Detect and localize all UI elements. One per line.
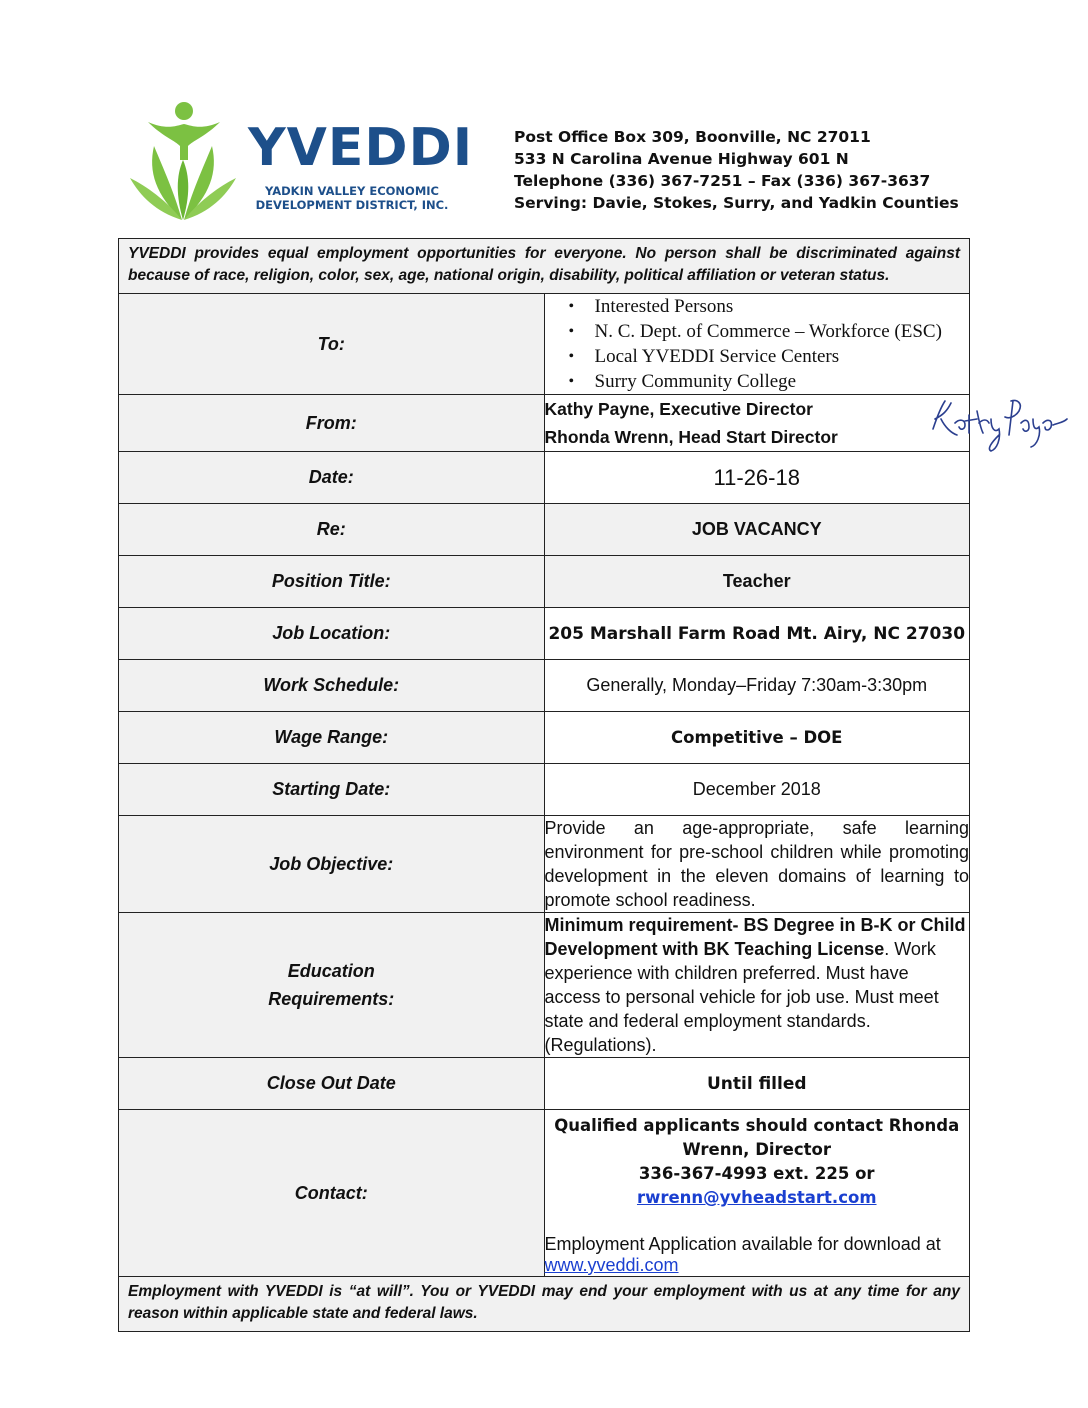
from-value: [544, 395, 970, 452]
from-label: From:: [119, 395, 545, 452]
phone-line: Telephone (336) 367-7251 – Fax (336) 367-3637: [514, 172, 931, 190]
from-names: [545, 395, 970, 451]
recipient-item: • Local YVEDDI Service Centers: [595, 344, 970, 369]
wage-value: Competitive – DOE: [544, 712, 970, 764]
location-value: 205 Marshall Farm Road Mt. Airy, NC 27030: [544, 608, 970, 660]
at-will-notice: Employment with YVEDDI is “at will”. You or YVEDDI may end your employment with us at any time for any reason within applicable state and federal laws.: [119, 1277, 970, 1332]
education-row: [119, 913, 970, 1058]
education-label-line: Requirements:: [268, 989, 395, 1009]
recipient-list: [545, 294, 970, 394]
to-value: [544, 294, 970, 395]
schedule-row: [119, 660, 970, 712]
education-value: [544, 913, 970, 1058]
start-value: December 2018: [544, 764, 970, 816]
sprout-logo-icon: [126, 100, 246, 225]
application-line: [545, 1234, 970, 1276]
contact-row: [119, 1110, 970, 1277]
contact-value: [544, 1110, 970, 1277]
letterhead: [126, 100, 959, 225]
address-line: Post Office Box 309, Boonville, NC 27011: [514, 128, 871, 146]
address-block: [514, 126, 959, 214]
position-label: Position Title:: [119, 556, 545, 608]
schedule-value: Generally, Monday–Friday 7:30am-3:30pm: [544, 660, 970, 712]
position-row: [119, 556, 970, 608]
close-out-row: [119, 1058, 970, 1110]
from-line-1: Kathy Payne, Executive Director: [544, 399, 813, 419]
application-text: Employment Application available for download at: [544, 1234, 941, 1254]
contact-line-1: Qualified applicants should contact Rhonda Wrenn, Director: [554, 1116, 960, 1159]
schedule-label: Work Schedule:: [119, 660, 545, 712]
wage-row: [119, 712, 970, 764]
objective-row: [119, 816, 970, 913]
location-row: [119, 608, 970, 660]
counties-line: Serving: Davie, Stokes, Surry, and Yadkin Counties: [514, 194, 959, 212]
contact-instructions: [545, 1114, 970, 1210]
date-row: [119, 452, 970, 504]
to-row: [119, 294, 970, 395]
yveddi-logo: [126, 100, 474, 225]
education-label: [119, 913, 545, 1058]
start-label: Starting Date:: [119, 764, 545, 816]
wage-label: Wage Range:: [119, 712, 545, 764]
date-value: 11-26-18: [544, 452, 970, 504]
contact-label: Contact:: [119, 1110, 545, 1277]
start-row: [119, 764, 970, 816]
recipient-item: • Surry Community College: [595, 369, 970, 394]
location-label: Job Location:: [119, 608, 545, 660]
contact-phone: 336-367-4993 ext. 225 or: [638, 1164, 875, 1183]
recipient-item: • Interested Persons: [595, 294, 970, 319]
contact-line-2: [545, 1162, 970, 1210]
education-minimum: Minimum requirement- BS Degree in B-K or Child Development with BK Teaching License: [544, 915, 966, 959]
website-link[interactable]: www.yveddi.com: [544, 1255, 679, 1275]
logo-wordmark: YVEDDI: [248, 118, 474, 178]
signature-icon: [925, 389, 1075, 455]
to-label: To:: [119, 294, 545, 395]
position-value: Teacher: [544, 556, 970, 608]
re-row: [119, 504, 970, 556]
date-label: Date:: [119, 452, 545, 504]
re-value: JOB VACANCY: [544, 504, 970, 556]
eeo-notice: YVEDDI provides equal employment opportunities for everyone. No person shall be discriminated against because of race, religion, color, sex, age, national origin, disability, political affiliation or veteran status.: [119, 239, 970, 294]
from-row: [119, 395, 970, 452]
from-line-2: Rhonda Wrenn, Head Start Director: [544, 427, 838, 447]
re-label: Re:: [119, 504, 545, 556]
close-out-label: Close Out Date: [119, 1058, 545, 1110]
contact-email-link[interactable]: rwrenn@yvheadstart.com: [636, 1188, 877, 1207]
logo-subtitle: [252, 184, 452, 212]
education-label-line: Education: [287, 961, 375, 981]
logo-subtitle-line: YADKIN VALLEY ECONOMIC: [265, 184, 439, 198]
logo-subtitle-line: DEVELOPMENT DISTRICT, INC.: [255, 198, 449, 212]
close-out-value: Until filled: [544, 1058, 970, 1110]
address-line: 533 N Carolina Avenue Highway 601 N: [514, 150, 849, 168]
education-details: . Work experience with children preferred. Must have access to personal vehicle for job use. Must meet state and federal employment standards. (Regulations).: [544, 939, 939, 1055]
recipient-item: • N. C. Dept. of Commerce – Workforce (ESC): [595, 319, 970, 344]
job-vacancy-table: [118, 238, 970, 1332]
objective-value: Provide an age-appropriate, safe learning environment for pre-school children while promoting development in the eleven domains of learning to promote school readiness.: [544, 816, 970, 913]
objective-label: Job Objective:: [119, 816, 545, 913]
